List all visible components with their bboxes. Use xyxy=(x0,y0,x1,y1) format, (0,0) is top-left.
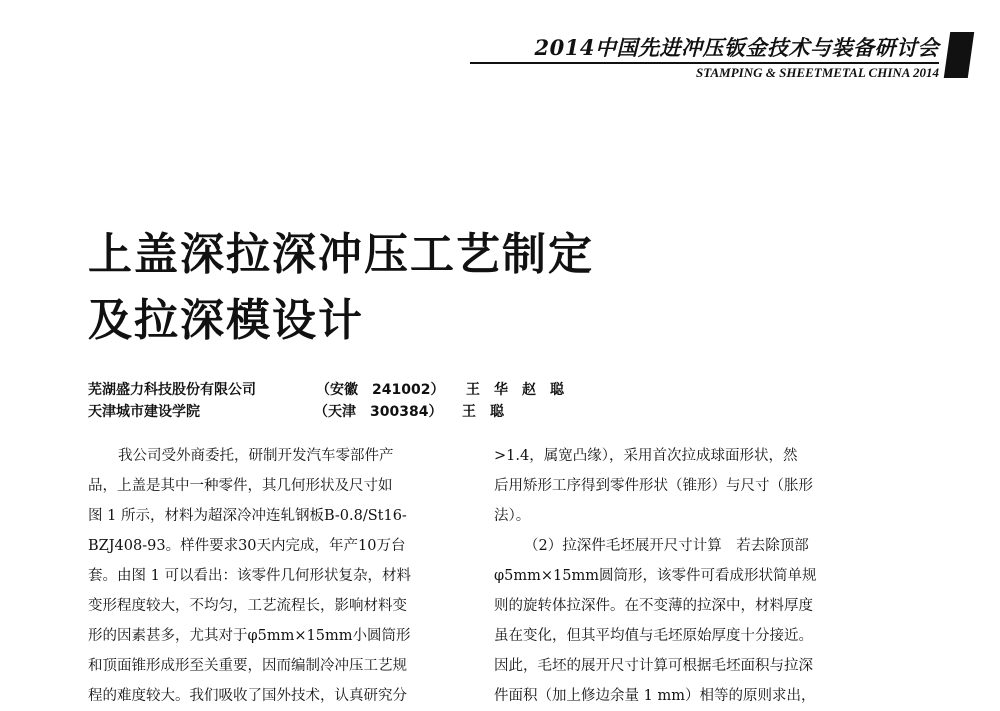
body-line: 形的因素甚多，尤其对于φ5mm×15mm小圆筒形 xyxy=(88,628,411,644)
author-row xyxy=(88,379,648,401)
body-line: 和顶面锥形成形至关重要，因而编制冷冲压工艺规 xyxy=(88,658,407,674)
body-line: （2）拉深件毛坯展开尺寸计算 若去除顶部 xyxy=(524,538,809,554)
body-line: BZJ408-93。样件要求30天内完成，年产10万台 xyxy=(88,538,406,554)
article-title-line-1: 上盖深拉深冲压工艺制定 xyxy=(88,229,594,280)
body-line: 程的难度较大。我们吸收了国外技术，认真研究分 xyxy=(88,688,407,704)
header-black-block xyxy=(944,32,974,78)
body-line: 变形程度较大，不均匀，工艺流程长，影响材料变 xyxy=(88,598,407,614)
conference-title: 2014中国先进冲压钣金技术与装备研讨会 xyxy=(534,35,939,60)
body-line: 因此，毛坯的展开尺寸计算可根据毛坯面积与拉深 xyxy=(494,658,813,674)
author-location: （天津 300384） xyxy=(314,404,443,420)
article-title-line-2: 及拉深模设计 xyxy=(88,295,364,346)
author-names: 王 华 赵 聪 xyxy=(466,382,564,398)
author-names: 王 聪 xyxy=(462,404,504,420)
body-line: 图 1 所示，材料为超深冷冲连轧钢板B-0.8/St16- xyxy=(88,508,407,524)
body-line: 则的旋转体拉深件。在不变薄的拉深中，材料厚度 xyxy=(494,598,813,614)
body-line: 套。由图 1 可以看出：该零件几何形状复杂，材料 xyxy=(88,568,411,584)
body-line: 品，上盖是其中一种零件，其几何形状及尺寸如 xyxy=(88,478,393,494)
running-header xyxy=(470,32,975,82)
header-rule xyxy=(470,62,939,64)
body-line: 法）。 xyxy=(494,508,531,524)
body-line: 后用矫形工序得到零件形状（锥形）与尺寸（胀形 xyxy=(494,478,813,494)
author-affiliation: 天津城市建设学院 xyxy=(88,404,200,420)
author-block xyxy=(88,379,648,423)
body-column-left xyxy=(88,441,454,711)
conference-subtitle: STAMPING & SHEETMETAL CHINA 2014 xyxy=(696,65,939,80)
author-affiliation: 芜湖盛力科技股份有限公司 xyxy=(88,382,256,398)
body-line: φ5mm×15mm圆筒形，该零件可看成形状简单规 xyxy=(494,568,817,584)
body-line: >1.4，属宽凸缘），采用首次拉成球面形状，然 xyxy=(494,448,798,464)
article-title xyxy=(88,222,594,354)
body-line: 件面积（加上修边余量 1 mm）相等的原则求出， xyxy=(494,688,816,704)
body-column-right xyxy=(494,441,864,711)
body-line: 我公司受外商委托，研制开发汽车零部件产 xyxy=(118,448,394,464)
body-line: 虽在变化，但其平均值与毛坯原始厚度十分接近。 xyxy=(494,628,813,644)
author-row xyxy=(88,401,648,423)
author-location: （安徽 241002） xyxy=(316,382,445,398)
